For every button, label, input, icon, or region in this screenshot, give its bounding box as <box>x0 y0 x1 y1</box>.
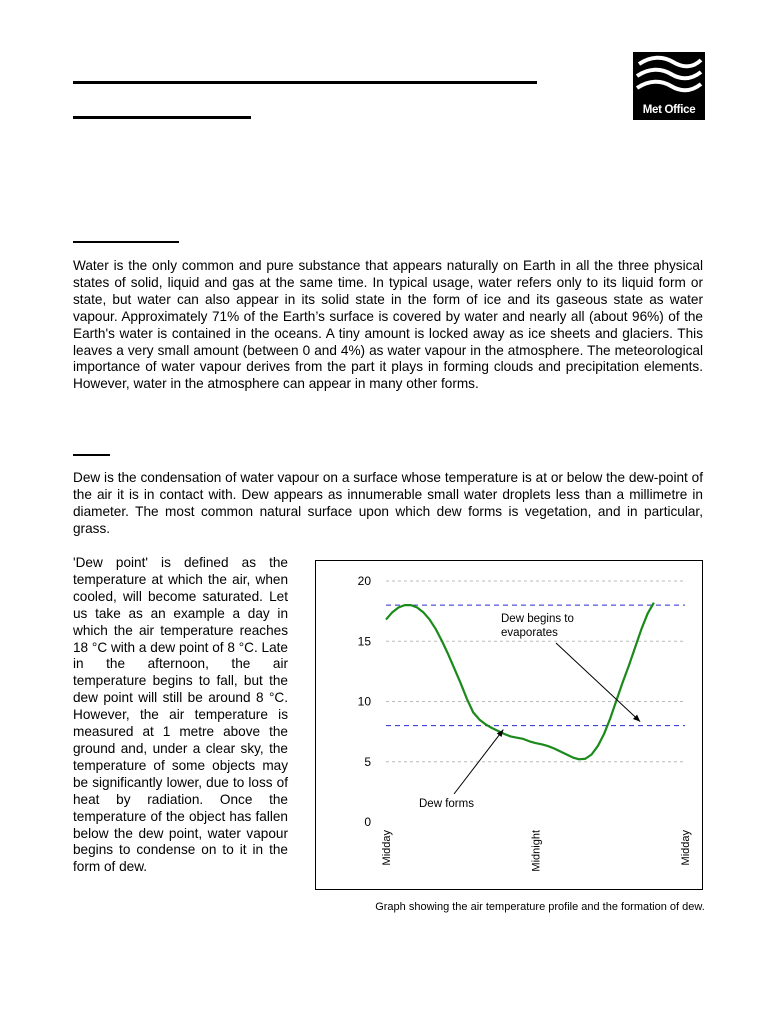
temperature-chart <box>316 561 702 889</box>
annotation-line: Dew begins to <box>501 613 574 625</box>
dew-point-paragraph: 'Dew point' is defined as the temperature at which the air, when cooled, will become saturated. Let us take as an example a day in which the air temperature reaches 18 °C with a dew point of 8 °C. Late in the afternoon, the air temperature begins to fall, but the dew point will still be around 8 °C. However, the air temperature is measured at 1 metre above the ground and, under a clear sky, the temperature of some objects may be significantly lower, due to loss of heat by radiation. Once the temperature of the object has fallen below the dew point, water vapour begins to condense on to it in the form of dew. <box>73 555 288 875</box>
y-tick-label: 20 <box>357 574 371 588</box>
x-tick-label: Midday <box>680 830 692 866</box>
annotation-dew-evaporates <box>501 613 574 639</box>
met-office-logo <box>633 52 705 120</box>
logo-text: Met Office <box>642 104 696 116</box>
y-tick-label: 5 <box>364 754 371 769</box>
y-tick-label: 0 <box>364 815 371 829</box>
x-tick-label: Midday <box>381 830 393 866</box>
chart-caption: Graph showing the air temperature profile and the formation of dew. <box>375 901 705 913</box>
wave-icon <box>633 52 705 102</box>
section-heading-rule <box>73 241 179 243</box>
x-tick-label: Midnight <box>530 830 543 872</box>
annotation-arrow <box>556 643 640 722</box>
annotation-dew-forms: Dew forms <box>419 798 474 810</box>
chart-frame <box>315 560 703 890</box>
title-rule-2 <box>73 116 251 119</box>
dew-heading-rule <box>73 454 110 456</box>
intro-paragraph: Water is the only common and pure substance that appears naturally on Earth in all the three physical states of solid, liquid and gas at the same time. In typical usage, water refers only to its liquid form or state, but water can also appear in its solid state in the form of ice and its gaseous state as water vapour. Approximately 71% of the Earth’s surface is covered by water and nearly all (about 96%) of the Earth's water is contained in the oceans. A tiny amount is locked away as ice sheets and glaciers. This leaves a very small amount (between 0 and 4%) as water vapour in the atmosphere. The meteorological importance of water vapour derives from the part it plays in forming clouds and precipitation elements. However, water in the atmosphere can appear in many other forms. <box>73 258 703 392</box>
dew-paragraph: Dew is the condensation of water vapour on a surface whose temperature is at or below the dew-point of the air it is in contact with. Dew appears as innumerable small water droplets less than a millimetre in diameter. The most common natural surface upon which dew forms is vegetation, and in particular, grass. <box>73 470 703 536</box>
title-rule-1 <box>73 81 537 84</box>
y-tick-label: 15 <box>357 634 371 649</box>
y-tick-label: 10 <box>357 694 371 709</box>
annotation-line: evaporates <box>501 627 558 639</box>
